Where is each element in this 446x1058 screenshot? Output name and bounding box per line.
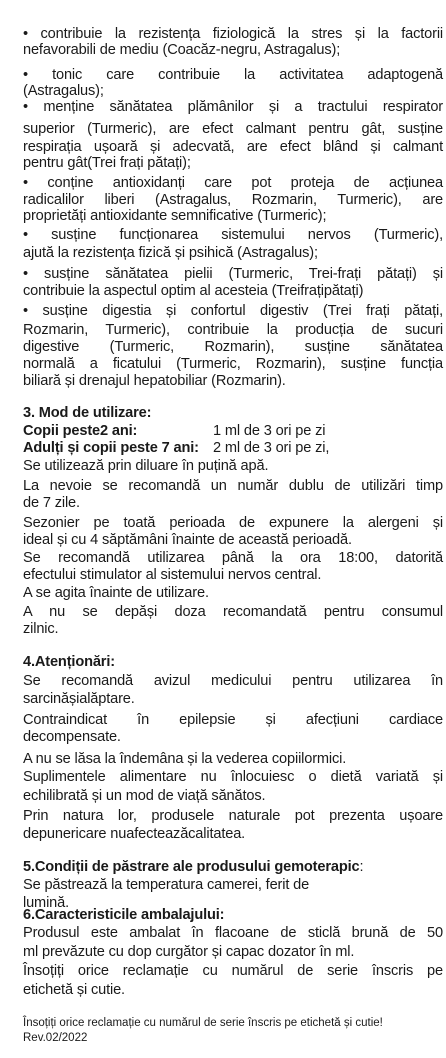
usage-line-1: Se utilizează prin diluare în puțină apă.: [23, 458, 269, 474]
usage-line-3: de 7 zile.: [23, 495, 80, 511]
warnings-line-4: decompensate.: [23, 729, 121, 745]
usage-children-dose: 1 ml de 3 ori pe zi: [213, 423, 326, 439]
usage-line-5: ideal și cu 4 săptămâni înainte de această perioadă.: [23, 532, 352, 548]
benefit-3-line-2: superior (Turmeric), are efect calmant pentru gât, susține: [23, 121, 443, 137]
benefit-2-line-2: (Astragalus);: [23, 83, 104, 99]
usage-line-2: La nevoie se recomandă un număr dublu de utilizări timp: [23, 478, 443, 494]
warnings-line-8: Prin natura lor, produsele naturale pot prezenta ușoare: [23, 808, 443, 824]
usage-line-10: zilnic.: [23, 621, 59, 637]
packaging-line-1: Produsul este ambalat în flacoane de sticlă brună de 50: [23, 925, 443, 941]
benefit-1-line-2: nefavorabili de mediu (Coacăz-negru, Astragalus);: [23, 42, 341, 58]
storage-heading: 5.Condiții de păstrare ale produsului gemoterapic: [23, 859, 360, 875]
benefit-7-line-1: • susține digestia și confortul digestiv (Trei frați pătați,: [23, 303, 443, 319]
warnings-line-2: sarcinășialăptare.: [23, 691, 135, 707]
storage-heading-colon: :: [359, 859, 364, 875]
warnings-line-9: depunericare nuafecteazăcalitatea.: [23, 826, 246, 842]
warnings-heading: 4.Atenționări:: [23, 654, 115, 670]
footer-revision: Rev.02/2022: [23, 1032, 88, 1044]
usage-line-4: Sezonier pe toată perioada de expunere la alergeni și: [23, 515, 443, 531]
benefit-5-line-2: ajută la rezistența fizică și psihică (Astragalus);: [23, 245, 318, 261]
benefit-3-line-4: pentru gât(Trei frați pătați);: [23, 155, 191, 171]
benefit-3-line-1: • menține sănătatea plămânilor și a tractului respirator: [23, 99, 443, 115]
warnings-line-5: A nu se lăsa la îndemâna și la vederea copiilormici.: [23, 751, 347, 767]
benefit-6-line-2: contribuie la aspectul optim al acesteia (Treifrațipătați): [23, 283, 364, 299]
footer-note: Însoțiți orice reclamație cu numărul de serie înscris pe etichetă și cutie!: [23, 1017, 383, 1029]
usage-heading: 3. Mod de utilizare:: [23, 405, 152, 421]
packaging-line-2: ml prevăzute cu dop curgător și capac dozator în ml.: [23, 944, 355, 960]
benefit-7-line-3: digestive (Turmeric, Rozmarin), susține sănătatea: [23, 339, 443, 355]
usage-adults-dose: 2 ml de 3 ori pe zi,: [213, 440, 330, 456]
warnings-line-1: Se recomandă avizul medicului pentru utilizarea în: [23, 673, 443, 689]
benefit-7-line-2: Rozmarin, Turmeric), contribuie la producția de sucuri: [23, 322, 443, 338]
warnings-line-3: Contraindicat în epilepsie și afecțiuni cardiace: [23, 712, 443, 728]
benefit-4-line-2: radicalilor liberi (Astragalus, Rozmarin, Turmeric), are: [23, 192, 443, 208]
benefit-2-line-1: • tonic care contribuie la activitatea adaptogenă: [23, 67, 443, 83]
usage-children-row: [23, 423, 443, 439]
warnings-line-6: Suplimentele alimentare nu înlocuiesc o dietă variată și: [23, 769, 443, 785]
packaging-line-4: etichetă și cutie.: [23, 982, 125, 998]
benefit-1-line-1: • contribuie la rezistența fiziologică la stres și la factorii: [23, 26, 443, 42]
benefit-5-line-1: • susține funcționarea sistemului nervos (Turmeric),: [23, 227, 443, 243]
usage-line-8: A se agita înainte de utilizare.: [23, 585, 209, 601]
benefit-4-line-1: • conține antioxidanți care pot proteja de acțiunea: [23, 175, 443, 191]
benefit-7-line-4: normală a ficatului (Turmeric, Rozmarin), susține funcția: [23, 356, 443, 372]
usage-children-label: Copii peste2 ani:: [23, 423, 138, 439]
packaging-heading: 6.Caracteristicile ambalajului:: [23, 907, 225, 923]
packaging-line-3: Însoțiți orice reclamație cu numărul de serie înscris pe: [23, 963, 443, 979]
benefit-4-line-3: proprietăți antioxidante semnificative (Turmeric);: [23, 208, 327, 224]
storage-heading-row: [23, 859, 443, 875]
usage-line-7: efectului stimulator al sistemului nervos central.: [23, 567, 322, 583]
warnings-line-7: echilibrată și un mod de viață sănătos.: [23, 788, 266, 804]
storage-line-2: lumină.: [23, 895, 69, 911]
usage-adults-label: Adulți și copii peste 7 ani:: [23, 440, 199, 456]
usage-line-9: A nu se depăși doza recomandată pentru consumul: [23, 604, 443, 620]
usage-line-6: Se recomandă utilizarea până la ora 18:00, datorită: [23, 550, 443, 566]
benefit-3-line-3: respirația ușoară și adecvată, are efect blând și calmant: [23, 139, 443, 155]
usage-adults-row: [23, 440, 443, 456]
benefit-7-line-5: biliară și drenajul hepatobiliar (Rozmarin).: [23, 373, 286, 389]
storage-line-1: Se păstrează la temperatura camerei, ferit de: [23, 877, 310, 893]
benefit-6-line-1: • susține sănătatea pielii (Turmeric, Trei-frați pătați) și: [23, 266, 443, 282]
